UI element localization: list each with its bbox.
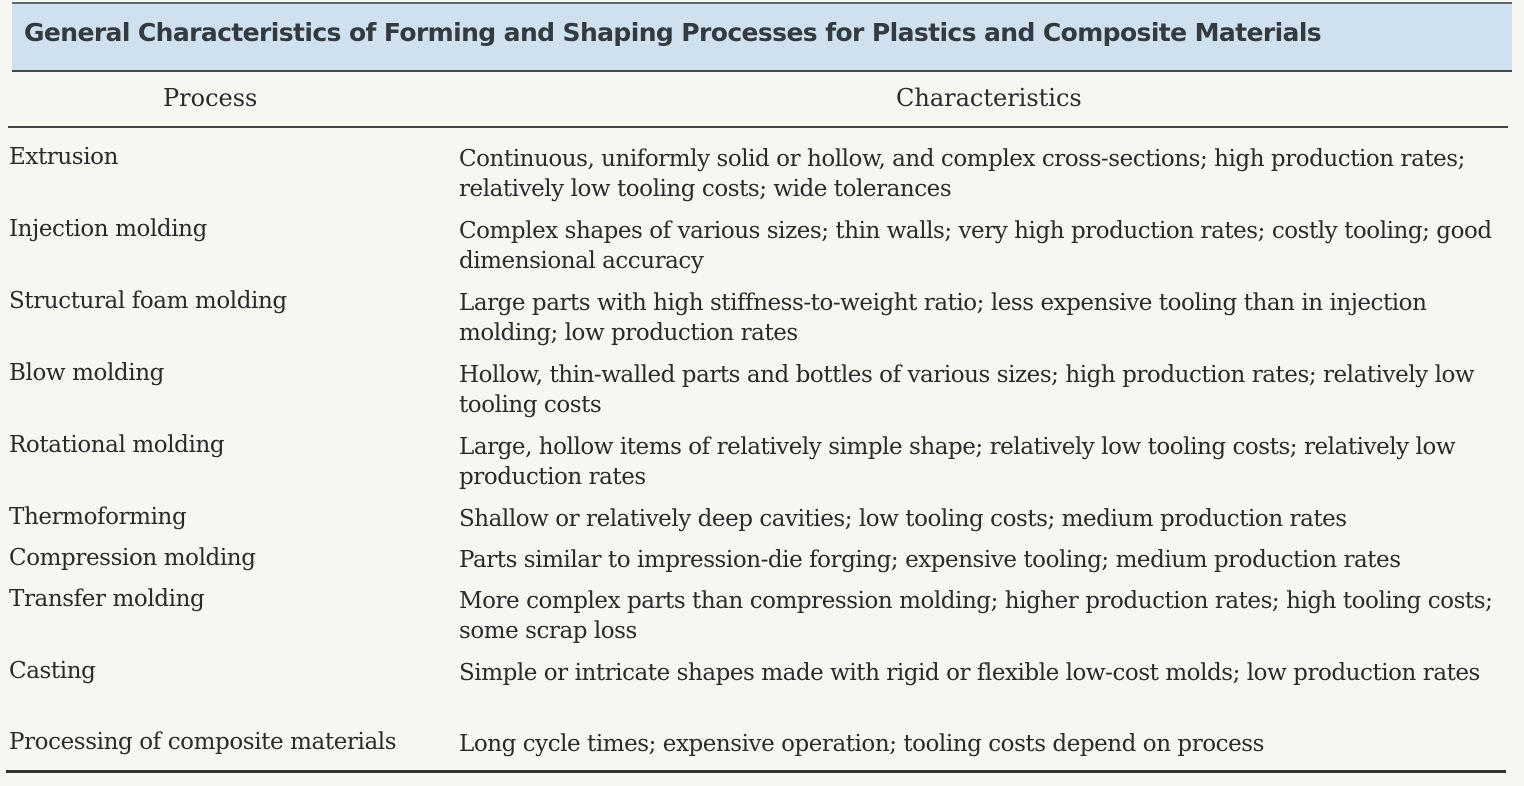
process-cell: Compression molding (9, 545, 256, 571)
title-band (12, 2, 1512, 72)
characteristics-cell: Large parts with high stiffness-to-weight ratio; less expensive tooling than in injection molding; low production rates (459, 290, 1427, 346)
characteristics-cell: Large, hollow items of relatively simple shape; relatively low tooling costs; relatively low production rates (459, 434, 1456, 490)
header-rule (8, 126, 1508, 128)
process-cell: Transfer molding (9, 586, 205, 612)
process-cell: Extrusion (9, 144, 119, 170)
process-cell: Thermoforming (9, 504, 187, 530)
characteristics-cell: Simple or intricate shapes made with rigid or flexible low-cost molds; low production rates (459, 660, 1480, 686)
process-cell: Blow molding (9, 360, 164, 386)
characteristics-cell: Parts similar to impression-die forging; expensive tooling; medium production rates (459, 547, 1401, 573)
characteristics-cell: Long cycle times; expensive operation; tooling costs depend on process (459, 731, 1264, 757)
process-cell: Processing of composite materials (9, 729, 397, 755)
process-cell: Casting (9, 658, 96, 684)
characteristics-cell: Complex shapes of various sizes; thin walls; very high production rates; costly tooling; good dimensional accuracy (459, 218, 1492, 274)
process-cell: Injection molding (9, 216, 207, 242)
process-cell: Structural foam molding (9, 288, 287, 314)
table-title: General Characteristics of Forming and Shaping Processes for Plastics and Composite Materials (24, 18, 1322, 47)
process-cell: Rotational molding (9, 432, 225, 458)
column-header-process: Process (163, 84, 258, 112)
characteristics-cell: Shallow or relatively deep cavities; low tooling costs; medium production rates (459, 506, 1347, 532)
column-header-characteristics: Characteristics (896, 84, 1082, 112)
bottom-rule (6, 770, 1506, 773)
characteristics-cell: Hollow, thin-walled parts and bottles of various sizes; high production rates; relatively low tooling costs (459, 362, 1475, 418)
characteristics-cell: Continuous, uniformly solid or hollow, and complex cross-sections; high production rates; relatively low tooling costs; wide tolerances (459, 146, 1465, 202)
characteristics-cell: More complex parts than compression molding; higher production rates; high tooling costs; some scrap loss (459, 588, 1493, 644)
